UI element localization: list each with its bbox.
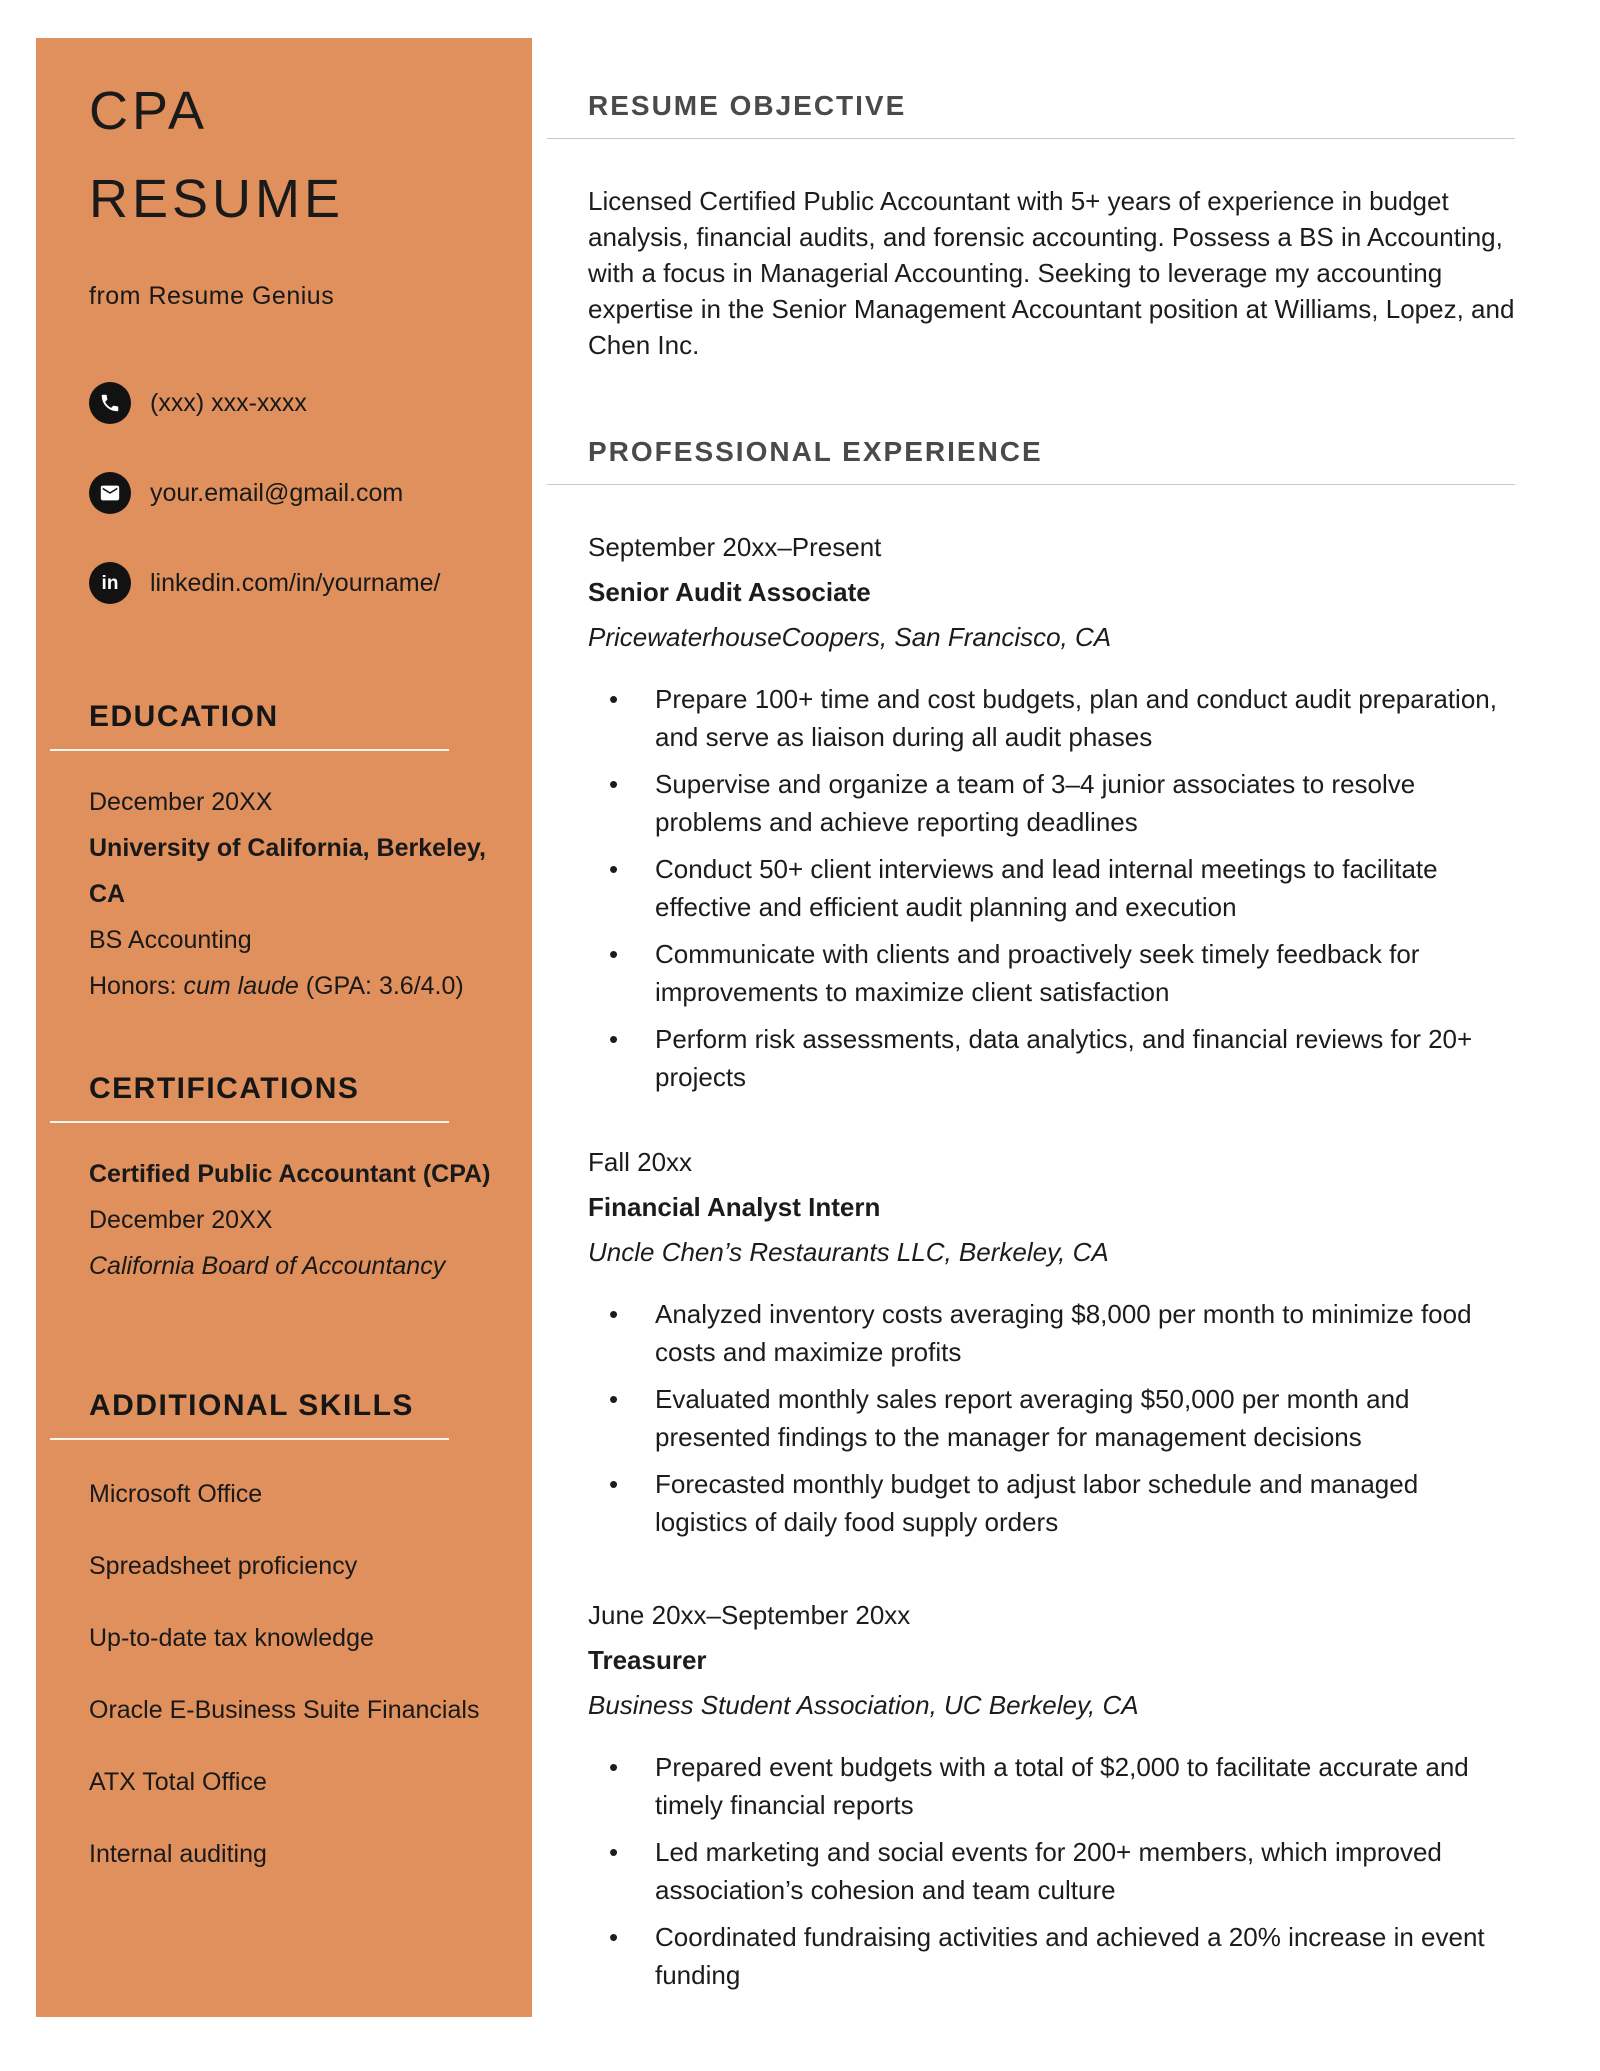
heading-rule: [547, 484, 1515, 485]
objective-text: Licensed Certified Public Accountant with 5+ years of experience in budget analysis, financial audits, and forensic accounting. Possess a BS in Accounting, with a focus in Managerial Accounting. Seeking to leverage my accounting expertise in the Senior Management Accountant position at Williams, Lopez, and Chen Inc.: [588, 186, 1515, 360]
skill-item: Up-to-date tax knowledge: [89, 1624, 374, 1652]
education-heading: EDUCATION: [89, 700, 279, 733]
job-company: Uncle Chen’s Restaurants LLC, Berkeley, CA: [588, 1237, 1109, 1267]
resume-subtitle: from Resume Genius: [89, 282, 335, 310]
certification-date: December 20XX: [89, 1206, 273, 1234]
bullet-item: • Evaluated monthly sales report averaging $50,000 per month and presented findings to the manager for management decisions: [547, 1380, 1515, 1456]
bullet-item: • Prepared event budgets with a total of $2,000 to facilitate accurate and timely financial reports: [547, 1748, 1515, 1824]
job-bullets: [547, 680, 1515, 1096]
sidebar: [36, 38, 532, 2017]
education-school: University of California, Berkeley, CA: [89, 834, 486, 908]
section-underline: [50, 1438, 449, 1440]
bullet-item: • Analyzed inventory costs averaging $8,000 per month to minimize food costs and maximize profits: [547, 1295, 1515, 1371]
resume-title: [89, 67, 500, 243]
honors-label: Honors:: [89, 972, 184, 1000]
skills-section: [89, 1388, 500, 1869]
honors-latin: cum laude: [183, 972, 299, 1000]
section-underline: [50, 749, 449, 751]
contact-row-email: [89, 472, 500, 514]
bullet-item: • Perform risk assessments, data analytics, and financial reviews for 20+ projects: [547, 1020, 1515, 1096]
heading-rule: [547, 138, 1515, 139]
job-company: PricewaterhouseCoopers, San Francisco, CA: [588, 622, 1112, 652]
skills-heading: ADDITIONAL SKILLS: [89, 1389, 414, 1422]
job-entry: [588, 1593, 1515, 1994]
email-address: your.email@gmail.com: [150, 478, 404, 507]
certifications-heading: CERTIFICATIONS: [89, 1072, 360, 1105]
skill-item: ATX Total Office: [89, 1768, 267, 1796]
objective-heading: RESUME OBJECTIVE: [588, 90, 907, 121]
certification-name: Certified Public Accountant (CPA): [89, 1160, 491, 1188]
skill-item: Spreadsheet proficiency: [89, 1552, 358, 1580]
bullet-item: • Coordinated fundraising activities and achieved a 20% increase in event funding: [547, 1918, 1515, 1994]
contact-row-linkedin: [89, 562, 500, 604]
main-content: [547, 0, 1515, 2003]
bullet-item: • Prepare 100+ time and cost budgets, plan and conduct audit preparation, and serve as liaison during all audit phases: [547, 680, 1515, 756]
section-underline: [50, 1121, 449, 1123]
education-details: [89, 779, 500, 1009]
experience-section: [547, 435, 1515, 1994]
bullet-item: • Supervise and organize a team of 3–4 junior associates to resolve problems and achieve reporting deadlines: [547, 765, 1515, 841]
bullet-item: • Communicate with clients and proactively seek timely feedback for improvements to maximize client satisfaction: [547, 935, 1515, 1011]
education-section: [89, 699, 500, 1009]
education-degree: BS Accounting: [89, 926, 252, 954]
contact-list: [89, 382, 500, 604]
linkedin-icon: [89, 562, 131, 604]
certification-details: [89, 1151, 500, 1289]
contact-row-phone: [89, 382, 500, 424]
job-bullets: [547, 1295, 1515, 1541]
linkedin-icon-glyph: in: [101, 572, 119, 594]
phone-icon: [89, 382, 131, 424]
title-line-1: CPA: [89, 81, 209, 141]
skill-item: Oracle E-Business Suite Financials: [89, 1696, 480, 1724]
job-dates: Fall 20xx: [588, 1147, 693, 1177]
job-dates: September 20xx–Present: [588, 532, 882, 562]
certification-issuer: California Board of Accountancy: [89, 1252, 446, 1280]
certifications-section: [89, 1071, 500, 1289]
experience-heading: PROFESSIONAL EXPERIENCE: [588, 436, 1043, 467]
title-line-2: RESUME: [89, 169, 345, 229]
education-honors: [89, 963, 500, 1009]
job-entry: [588, 525, 1515, 1096]
phone-number: (xxx) xxx-xxxx: [150, 388, 307, 417]
skill-item: Microsoft Office: [89, 1480, 263, 1508]
honors-gpa: (GPA: 3.6/4.0): [298, 972, 464, 1000]
job-dates: June 20xx–September 20xx: [588, 1600, 911, 1630]
bullet-item: • Led marketing and social events for 200+ members, which improved association’s cohesion and team culture: [547, 1833, 1515, 1909]
job-company: Business Student Association, UC Berkeley, CA: [588, 1690, 1139, 1720]
skills-list: [89, 1479, 500, 1869]
job-entry: [588, 1140, 1515, 1541]
job-title: Treasurer: [588, 1645, 707, 1675]
objective-section: [547, 89, 1515, 363]
skill-item: Internal auditing: [89, 1840, 267, 1868]
job-bullets: [547, 1748, 1515, 1994]
job-title: Senior Audit Associate: [588, 577, 871, 607]
bullet-item: • Forecasted monthly budget to adjust labor schedule and managed logistics of daily food supply orders: [547, 1465, 1515, 1541]
bullet-item: • Conduct 50+ client interviews and lead internal meetings to facilitate effective and efficient audit planning and execution: [547, 850, 1515, 926]
email-icon: [89, 472, 131, 514]
job-title: Financial Analyst Intern: [588, 1192, 881, 1222]
education-date: December 20XX: [89, 788, 273, 816]
linkedin-url: linkedin.com/in/yourname/: [150, 568, 441, 597]
